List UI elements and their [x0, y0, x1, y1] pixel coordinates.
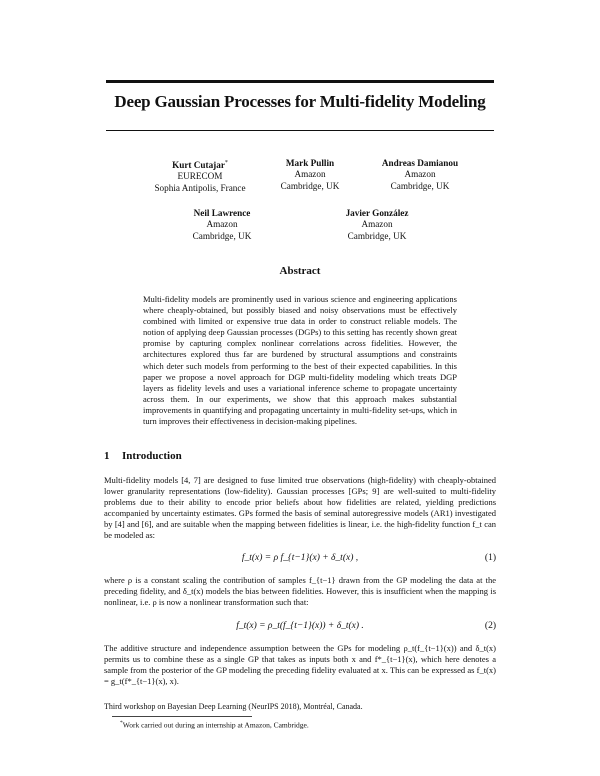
equation-2-body: f_t(x) = ρ_t(f_{t−1}(x)) + δ_t(x) . [236, 621, 364, 631]
author-name: Kurt Cutajar [172, 160, 225, 171]
author-affiliation: Amazon [361, 219, 393, 230]
author-location: Cambridge, UK [390, 180, 450, 191]
equation-2 [104, 621, 496, 635]
author-affiliation: Amazon [294, 169, 326, 180]
footnote-text: Work carried out during an internship at Amazon, Cambridge. [122, 720, 309, 730]
equation-2-label: (2) [484, 621, 496, 631]
section-heading [104, 450, 182, 462]
author-footnote-mark: * [224, 160, 228, 166]
section-number: 1 [104, 450, 110, 462]
author-location: Cambridge, UK [280, 180, 340, 191]
author-name: Andreas Damianou [381, 158, 459, 168]
author-location: Sophia Antipolis, France [154, 182, 246, 193]
footnote-rule [112, 716, 252, 717]
author-location: Cambridge, UK [347, 230, 407, 241]
paper-title: Deep Gaussian Processes for Multi-fidelity Modeling [114, 92, 486, 111]
abstract-heading: Abstract [279, 265, 321, 277]
venue-note: Third workshop on Bayesian Deep Learning (NeurIPS 2018), Montréal, Canada. [104, 702, 363, 711]
author-block-4 [167, 208, 277, 242]
section-title: Introduction [122, 450, 182, 462]
author-block-3 [360, 158, 480, 192]
intro-paragraph-3: The additive structure and independence assumption between the GPs for modeling ρ_t(f_{t−1}(x)) and δ_t(x) permits us to combine these as a single GP that takes as inputs both x and f*_{t−1}(x), which here denotes a sample from the posterior of the GP modeling the preceding fidelity evaluated at x. This can be expressed as f_t(x) = g_t(f*_{t−1}(x), x). [104, 643, 496, 686]
intro-paragraph-1: Multi-fidelity models [4, 7] are designed to fuse limited true observations (high-fidelity) with cheaply-obtained lower granularity representations (low-fidelity). Gaussian processes [GPs; 9] are well-suited to multi-fidelity problems due to their ability to encode prior beliefs about how fidelities are related, yielding predictions accompanied by uncertainty estimates. GPs formed the basis of seminal autoregressive models (AR1) investigated by [4] and [6], and are suitable when the mapping between fidelities is linear, i.e. the high-fidelity function f_t can be modeled as: [104, 475, 496, 540]
footnote-mark: * [120, 720, 123, 726]
author-name: Neil Lawrence [193, 208, 251, 218]
footnote [120, 720, 309, 730]
title-bottom-rule [106, 130, 494, 131]
author-location: Cambridge, UK [192, 230, 252, 241]
equation-1 [104, 553, 496, 567]
intro-paragraph-2: where ρ is a constant scaling the contribution of samples f_{t−1} drawn from the GP modeling the data at the preceding fidelity, and δ_t(x) models the bias between fidelities. However, this is insufficient when the mapping is nonlinear, i.e. ρ is now a nonlinear transformation such that: [104, 575, 496, 607]
author-block-2 [255, 158, 365, 192]
author-affiliation: Amazon [404, 169, 436, 180]
author-block-5 [317, 208, 437, 242]
author-affiliation: EURECOM [177, 171, 223, 182]
equation-1-body: f_t(x) = ρ f_{t−1}(x) + δ_t(x) , [241, 553, 359, 563]
title-top-rule [106, 80, 494, 83]
author-name: Mark Pullin [285, 158, 335, 168]
equation-1-label: (1) [484, 553, 496, 563]
author-block-1 [145, 158, 255, 194]
abstract-text: Multi-fidelity models are prominently used in various science and engineering applications where cheaply-obtained, but possibly biased and noisy observations must be effectively combined with limited or expensive true data in order to construct reliable models. The notion of applying deep Gaussian processes (DGPs) to this setting has recently shown great promise by capturing complex nonlinear correlations across fidelities. However, the architectures explored thus far are burdened by structural assumptions and constraints which deter such models from performing to the best of their expected capabilities. In this paper we propose a novel approach for DGP multi-fidelity modeling which treats DGP layers as fidelity levels and uses a variational inference scheme to propagate uncertainty across them. In our experiments, we show that this approach makes substantial improvements in quantifying and propagating uncertainty in multi-fidelity set-ups, which in turn improves their effectiveness in decision-making pipelines. [143, 294, 457, 427]
author-affiliation: Amazon [206, 219, 238, 230]
author-name: Javier González [345, 208, 409, 218]
